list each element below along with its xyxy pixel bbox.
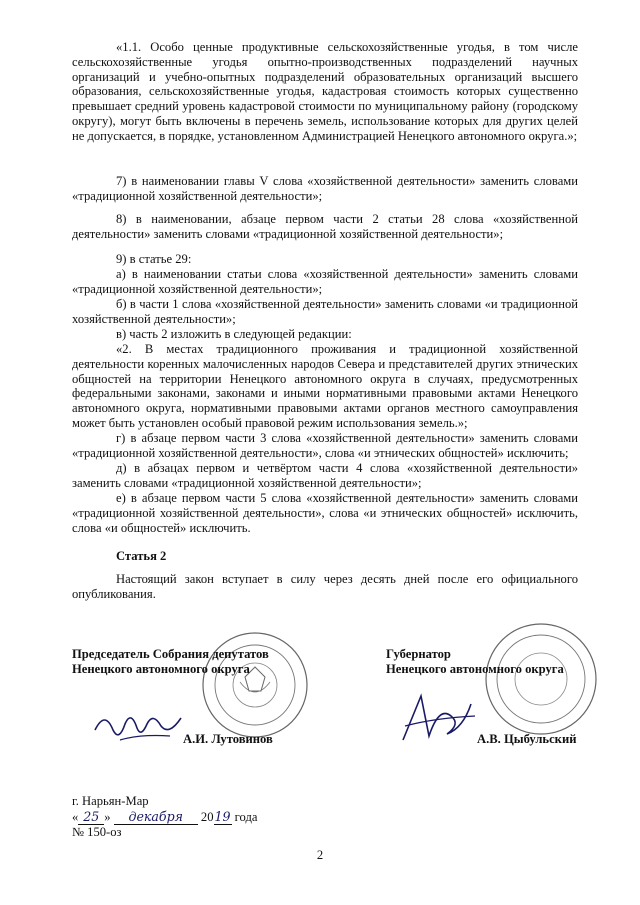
- paragraph-item-9: 9) в статье 29:: [116, 252, 192, 266]
- law-number: № 150-оз: [72, 825, 122, 839]
- paragraph-item-9e: е) в абзаце первом части 5 слова «хозяйственной деятельности» заменить словами «традиционной хозяйственной деятельности», слова «и этнических общностей» исключить, слова «и общностей» исключить.: [72, 491, 578, 535]
- date-day: 25: [78, 809, 104, 825]
- paragraph-item-9g: г) в абзаце первом части 3 слова «хозяйственной деятельности» заменить словами «традиционной хозяйственной деятельности», слова «и этнических общностей» исключить;: [72, 431, 578, 460]
- signatory-right-title: [386, 647, 564, 677]
- final-paragraph: Настоящий закон вступает в силу через десять дней после его официального опубликования.: [72, 572, 578, 601]
- place-city: г. Нарьян-Мар: [72, 794, 149, 808]
- place-date-block: [72, 794, 257, 840]
- signature-left-handwritten: [90, 700, 190, 750]
- paragraph-item-9v: в) часть 2 изложить в следующей редакции:: [116, 327, 352, 341]
- paragraph-1-1: «1.1. Особо ценные продуктивные сельскохозяйственные угодья, в том числе сельскохозяйственные угодья опытно-производственных подразделений научных организаций и учебно-опытных подразделений образовательных организаций высшего образования, сельскохозяйственные угодья, кадастровая стоимость которых существенно превышает средний уровень кадастровой стоимости по муниципальному району (городскому округу), могут быть включены в перечень земель, использование которых для других целей не допускается, в порядке, установленном Администрацией Ненецкого автономного округа.»;: [72, 40, 578, 143]
- date-year-word: года: [234, 810, 258, 824]
- seal-right-stamp: [482, 620, 600, 738]
- paragraph-item-7: 7) в наименовании главы V слова «хозяйственной деятельности» заменить словами «традиционной хозяйственной деятельности»;: [72, 174, 578, 203]
- date-quote-open: «: [72, 810, 79, 824]
- paragraph-item-9d: д) в абзацах первом и четвёртом части 4 слова «хозяйственной деятельности» заменить словами «традиционной хозяйственной деятельности»;: [72, 461, 578, 490]
- signatory-left-name: А.И. Лутовинов: [183, 732, 273, 746]
- signatory-left-line2: Ненецкого автономного округа: [72, 662, 250, 676]
- paragraph-item-8: 8) в наименовании, абзаце первом части 2 статьи 28 слова «хозяйственной деятельности» заменить словами «традиционной хозяйственной деятельности»;: [72, 212, 578, 241]
- date-year-suffix: 19: [214, 809, 231, 824]
- article-heading: Статья 2: [116, 549, 167, 563]
- paragraph-part-2-text: «2. В местах традиционного проживания и традиционной хозяйственной деятельности коренных малочисленных народов Севера и представителей других этнических общностей на территории Ненецкого автономного округа в случаях, предусмотренных федеральными законами, законами и иными нормативными правовыми актами Ненецкого автономного округа, нормативными правовыми актами органов местного самоуправления может быть установлен особый правовой режим использования земель.»;: [72, 342, 578, 430]
- paragraph-item-9a: а) в наименовании статьи слова «хозяйственной деятельности» заменить словами «традиционной хозяйственной деятельности»;: [72, 267, 578, 296]
- signatory-left-title: [72, 647, 269, 677]
- date-quote-close: »: [104, 810, 111, 824]
- page-number: 2: [316, 848, 324, 862]
- date-line: [72, 809, 257, 825]
- signatory-left-line1: Председатель Собрания депутатов: [72, 647, 269, 661]
- date-month: декабря: [114, 809, 198, 825]
- signatory-right-name: А.В. Цыбульский: [477, 732, 577, 746]
- signatory-right-line2: Ненецкого автономного округа: [386, 662, 564, 676]
- date-year-prefix: 20: [200, 810, 214, 824]
- paragraph-item-9b: б) в части 1 слова «хозяйственной деятельности» заменить словами «и традиционной хозяйственной деятельности»;: [72, 297, 578, 326]
- signature-right-handwritten: [395, 690, 485, 750]
- signatory-right-line1: Губернатор: [386, 647, 451, 661]
